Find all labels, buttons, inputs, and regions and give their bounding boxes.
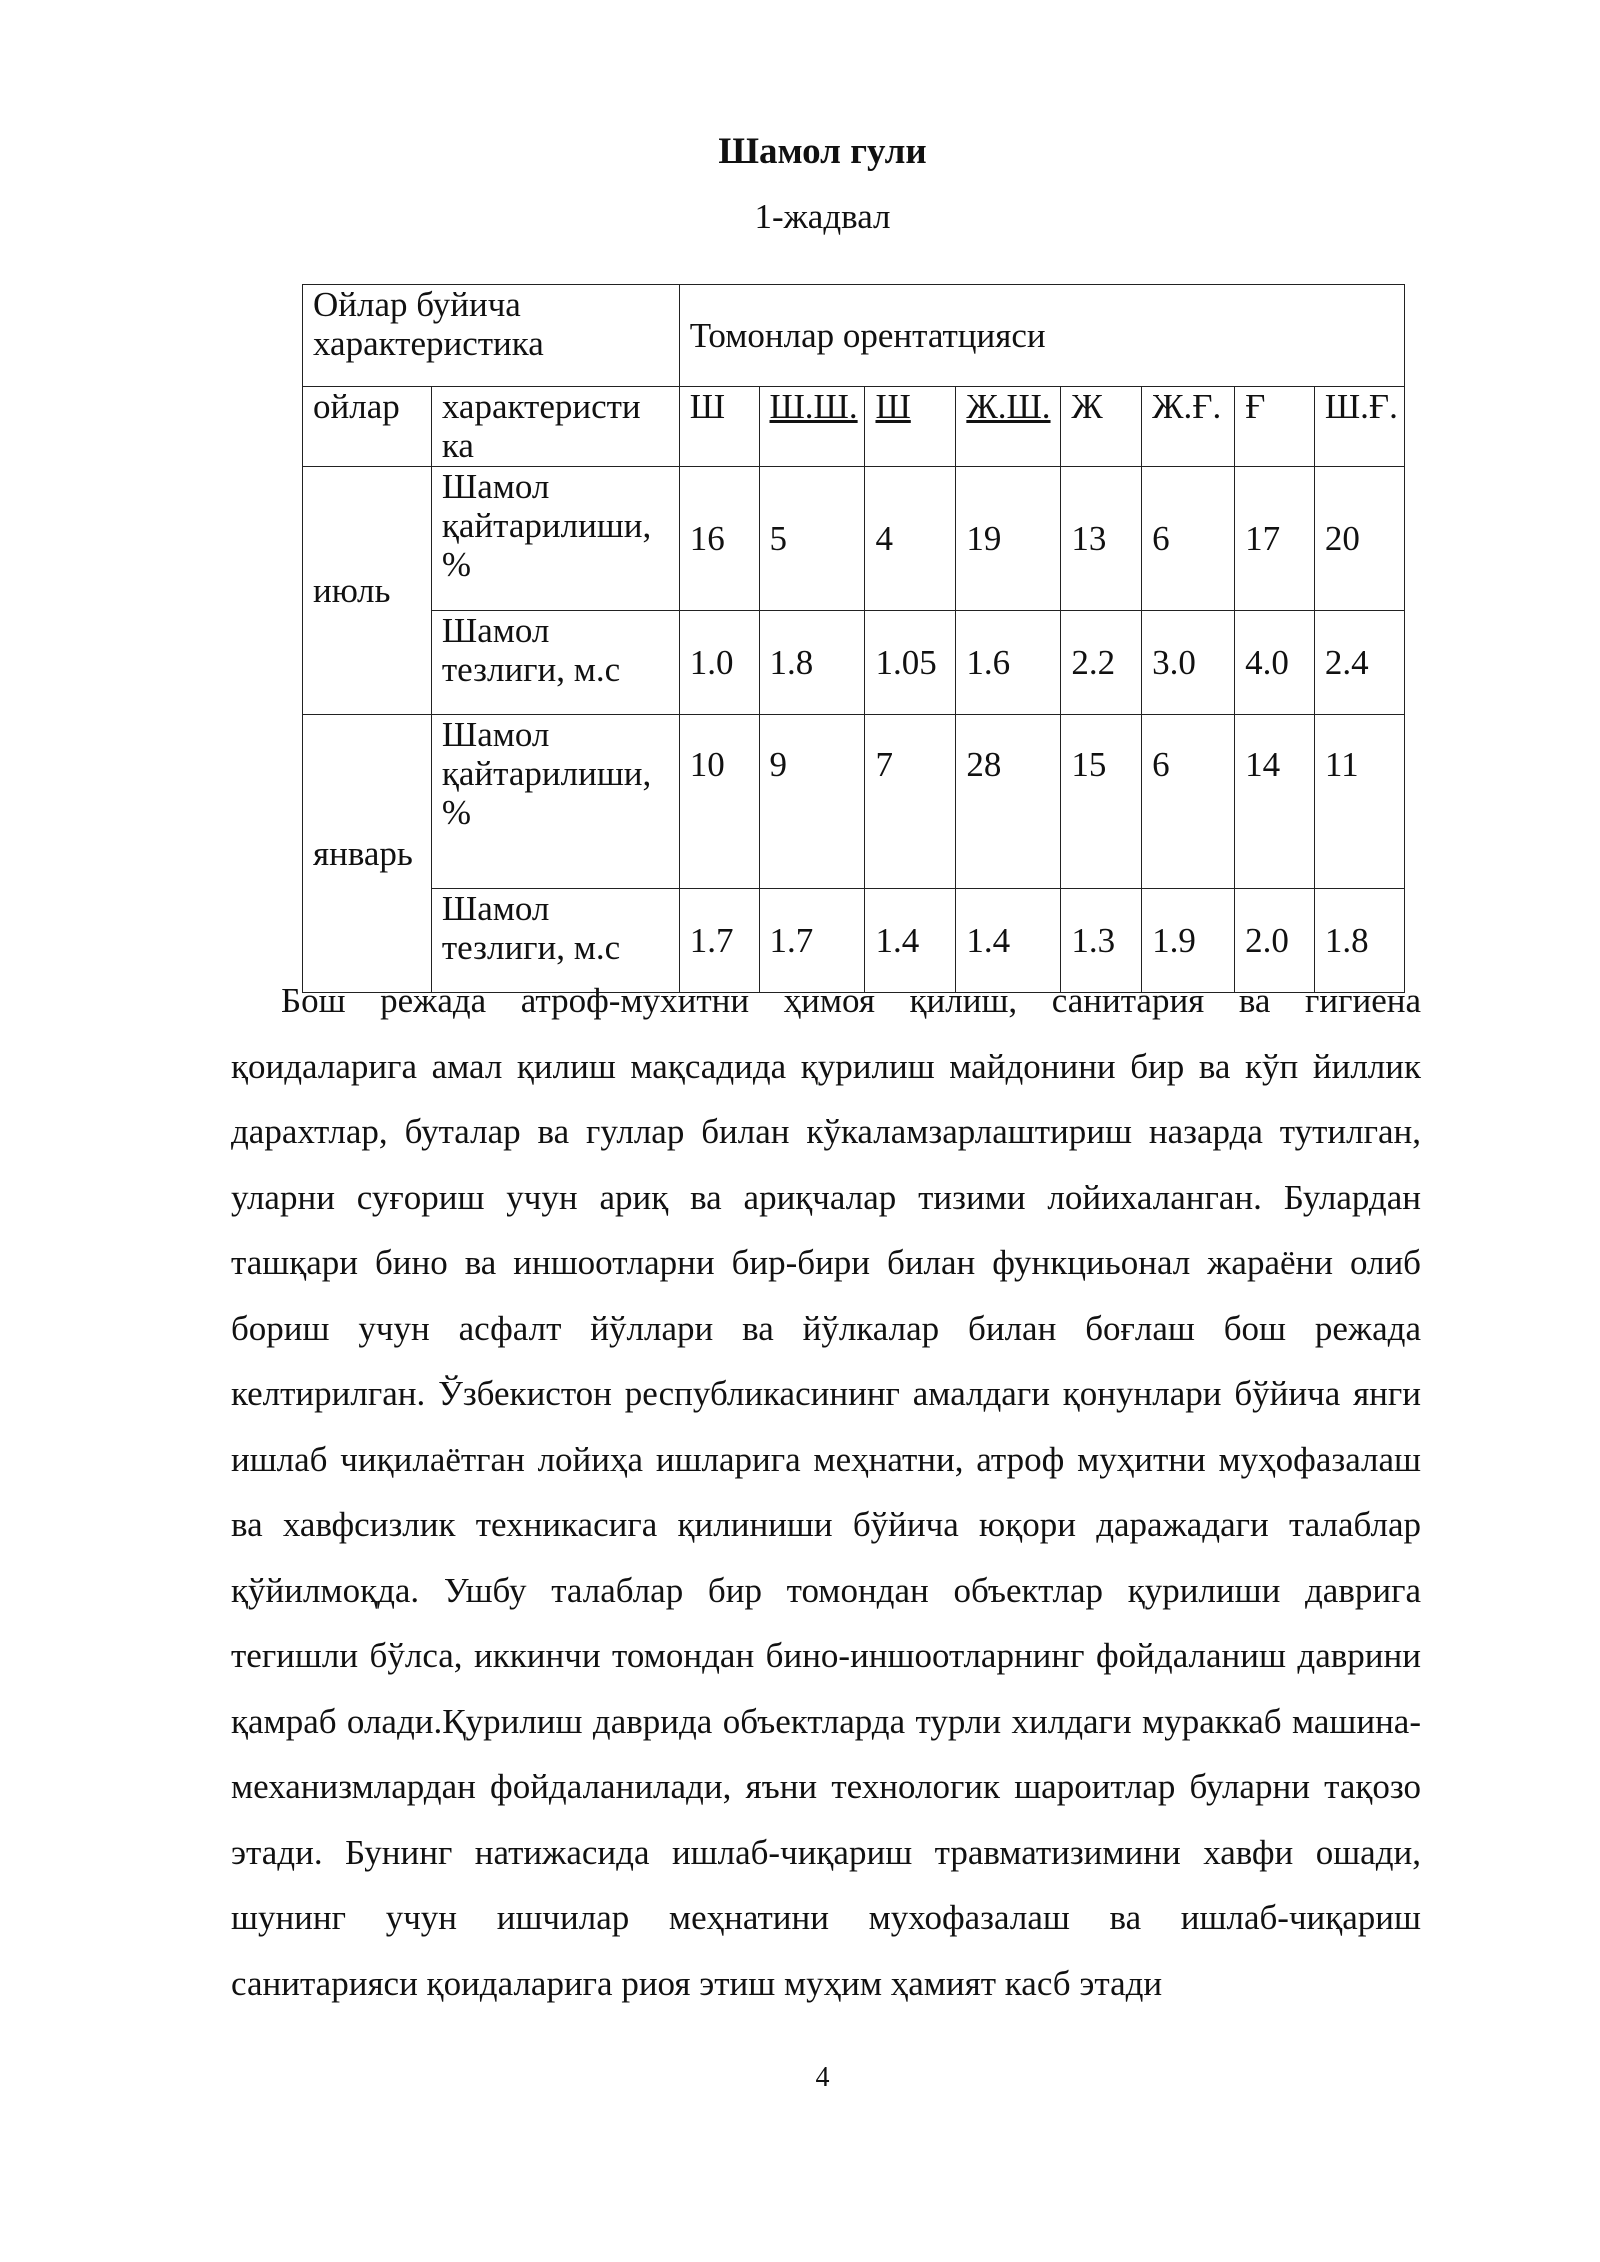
value-cell: 2.2 (1061, 611, 1142, 715)
value-cell: 11 (1314, 715, 1404, 889)
value-cell: 14 (1235, 715, 1315, 889)
document-title: Шамол гули (718, 131, 927, 172)
value-cell: 16 (679, 467, 759, 611)
characteristic-label: Шамол тезлиги, м.с (431, 611, 679, 715)
value-cell: 7 (865, 715, 956, 889)
value-cell: 13 (1061, 467, 1142, 611)
value-cell: 4.0 (1235, 611, 1315, 715)
table-row (303, 467, 1405, 611)
value-cell: 1.4 (865, 889, 956, 993)
table-caption: 1-жадвал (754, 197, 891, 236)
value-cell: 20 (1314, 467, 1404, 611)
table-row (303, 611, 1405, 715)
value-cell: 2.0 (1235, 889, 1315, 993)
characteristic-label: Шамол тезлиги, м.с (431, 889, 679, 993)
value-cell: 1.0 (679, 611, 759, 715)
value-cell: 1.9 (1142, 889, 1235, 993)
value-cell: 1.8 (759, 611, 865, 715)
direction-cell: Ж (1061, 387, 1142, 467)
characteristic-label: Шамол қайтарилиши, % (431, 467, 679, 611)
page-number: 4 (815, 2062, 830, 2093)
month-label: июль (303, 467, 432, 715)
value-cell: 1.8 (1314, 889, 1404, 993)
value-cell: 3.0 (1142, 611, 1235, 715)
value-cell: 1.6 (956, 611, 1061, 715)
body-paragraph: Бош режада атроф-мухитни ҳимоя қилиш, санитария ва гигиена қоидаларига амал қилиш мақсадида қурилиш майдонини бир ва кўп йиллик дарахтлар, буталар ва гуллар билан кўкаламзарлаштириш назарда тутилган, уларни суғориш учун ариқ ва ариқчалар тизими лойихаланган. Булардан ташқари бино ва иншоотларни бир-бири билан функциьонал жараёни олиб бориш учун асфалт йўллари ва йўлкалар билан боғлаш бош режада келтирилган. Ўзбекистон республикасининг амалдаги қонунлари бўйича янги ишлаб чиқилаётган лойиҳа ишларига меҳнатни, атроф муҳитни муҳофазалаш ва хавфсизлик техникасига қилиниши бўйича юқори даражадаги талаблар қўйилмоқда. Ушбу талаблар бир томондан объектлар қурилиши даврига тегишли бўлса, иккинчи томондан бино-иншоотларнинг фойдаланиш даврини қамраб олади.Қурилиш даврида объектларда турли хилдаги мураккаб машина- механизмлардан фойдаланилади, яъни технологик шароитлар буларни тақозо этади. Бунинг натижасида ишлаб-чиқариш травматизимини хавфи ошади, шунинг учун ишчилар меҳнатини мухофазалаш ва ишлаб-чиқариш санитарияси қоидаларига риоя этиш муҳим ҳамият касб этади (231, 981, 1421, 2003)
value-cell: 1.4 (956, 889, 1061, 993)
table-header-row (303, 285, 1405, 387)
direction-cell: Ғ (1235, 387, 1315, 467)
value-cell: 6 (1142, 715, 1235, 889)
direction-cell: Ш.Ш. (759, 387, 865, 467)
direction-cell: Ш (679, 387, 759, 467)
value-cell: 1.05 (865, 611, 956, 715)
value-cell: 1.7 (679, 889, 759, 993)
value-cell: 17 (1235, 467, 1315, 611)
value-cell: 1.7 (759, 889, 865, 993)
value-cell: 4 (865, 467, 956, 611)
header-months-characteristics: Ойлар буйича характеристика (303, 285, 680, 387)
table-subheader-row (303, 387, 1405, 467)
value-cell: 10 (679, 715, 759, 889)
value-cell: 9 (759, 715, 865, 889)
value-cell: 5 (759, 467, 865, 611)
header-months: ойлар (303, 387, 432, 467)
header-orientation: Томонлар орентатцияси (679, 285, 1404, 387)
month-label: январь (303, 715, 432, 993)
direction-cell: Ш (865, 387, 956, 467)
value-cell: 1.3 (1061, 889, 1142, 993)
value-cell: 6 (1142, 467, 1235, 611)
direction-cell: Ж.Ғ. (1142, 387, 1235, 467)
direction-cell: Ж.Ш. (956, 387, 1061, 467)
value-cell: 15 (1061, 715, 1142, 889)
header-characteristic: характеристи ка (431, 387, 679, 467)
value-cell: 2.4 (1314, 611, 1404, 715)
table-row (303, 715, 1405, 889)
value-cell: 28 (956, 715, 1061, 889)
characteristic-label: Шамол қайтарилиши, % (431, 715, 679, 889)
wind-rose-table (302, 284, 1405, 993)
value-cell: 19 (956, 467, 1061, 611)
direction-cell: Ш.Ғ. (1314, 387, 1404, 467)
